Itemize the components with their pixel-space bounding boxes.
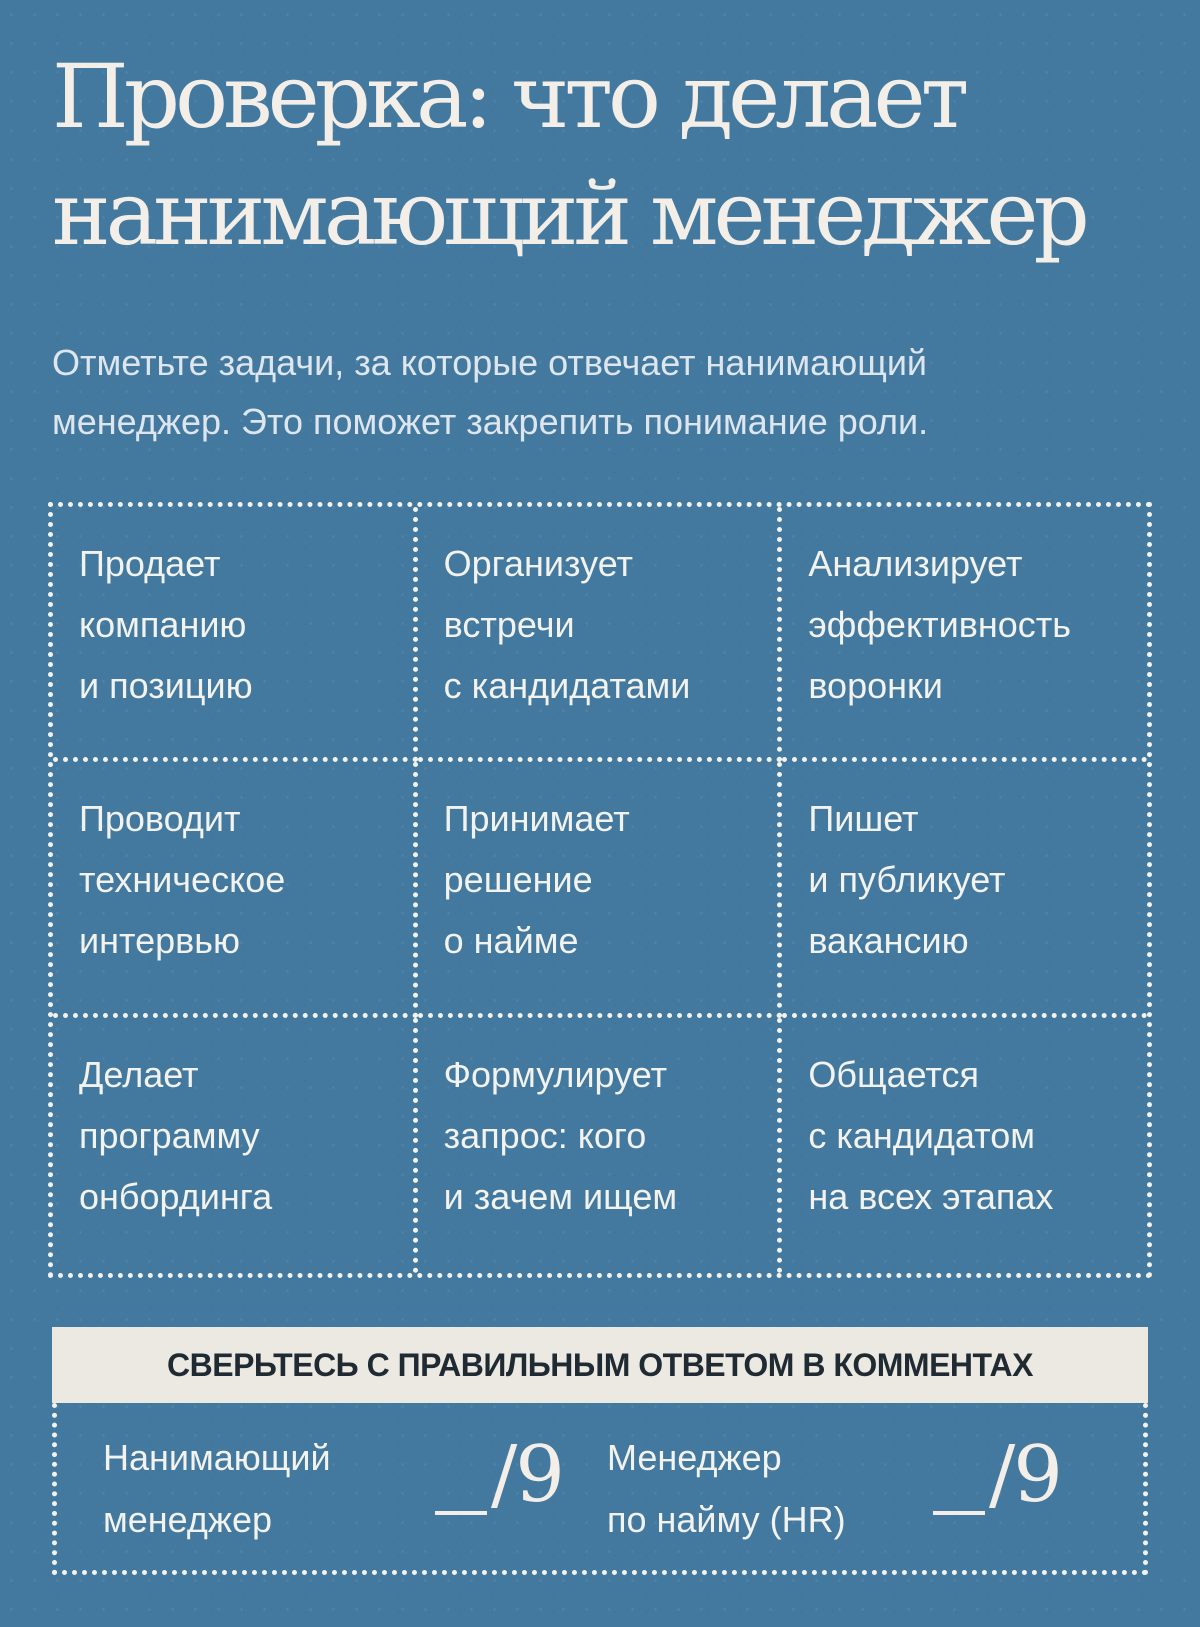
task-line: Пишет (808, 798, 919, 840)
score-blank[interactable] (435, 1511, 487, 1515)
task-line: и зачем ищем (443, 1175, 678, 1217)
score-total: /9 (989, 1430, 1061, 1520)
task-line: вакансию (808, 920, 969, 962)
task-cell[interactable] (782, 507, 1147, 762)
task-line: интервью (79, 920, 240, 962)
score-label-hr (607, 1427, 846, 1551)
intro-line: менеджер. Это поможет закрепить понимание роли. (52, 401, 929, 442)
task-line: Проводит (79, 798, 241, 840)
task-line: программу (79, 1114, 260, 1156)
task-line: эффективность (808, 604, 1071, 645)
score-total: /9 (491, 1430, 563, 1520)
task-cell[interactable] (53, 762, 418, 1017)
task-line: Анализирует (808, 543, 1023, 584)
task-line: и публикует (808, 859, 1006, 901)
task-line: на всех этапах (808, 1175, 1054, 1217)
task-line: онбординга (79, 1175, 273, 1217)
task-line: решение (443, 859, 593, 901)
title-line: Проверка: что делает (52, 45, 965, 148)
score-label-line: менеджер (103, 1499, 273, 1540)
task-cell[interactable] (418, 1018, 783, 1273)
task-cell[interactable] (782, 1018, 1147, 1273)
task-line: Организует (443, 543, 634, 584)
task-cell[interactable] (782, 762, 1147, 1017)
answer-banner: СВЕРЬТЕСЬ С ПРАВИЛЬНЫМ ОТВЕТОМ В КОММЕНТАХ (52, 1327, 1148, 1403)
title-line: нанимающий менеджер (52, 162, 1085, 265)
task-line: Общается (808, 1053, 979, 1095)
score-value-hr (933, 1425, 1061, 1525)
task-line: о найме (443, 920, 579, 962)
score-box (52, 1403, 1148, 1575)
score-blank[interactable] (933, 1511, 985, 1515)
score-label-line: Нанимающий (103, 1437, 331, 1478)
task-cell[interactable] (53, 1018, 418, 1273)
task-cell[interactable] (418, 507, 783, 762)
task-line: компанию (79, 604, 247, 645)
score-label-hiring-manager (103, 1427, 331, 1551)
intro-line: Отметьте задачи, за которые отвечает нанимающий (52, 342, 928, 383)
task-cell[interactable] (418, 762, 783, 1017)
task-line: встречи (443, 604, 575, 645)
score-label-line: по найму (HR) (607, 1499, 846, 1540)
intro-text (52, 333, 1162, 451)
score-value-hiring-manager (435, 1425, 563, 1525)
task-line: и позицию (79, 665, 253, 706)
page-title (52, 38, 1172, 272)
task-line: Продает (79, 543, 221, 584)
task-line: с кандидатом (808, 1114, 1035, 1156)
task-line: Формулирует (443, 1053, 668, 1095)
task-line: техническое (79, 859, 286, 901)
task-grid (48, 502, 1152, 1278)
task-line: с кандидатами (443, 665, 691, 706)
score-label-line: Менеджер (607, 1437, 782, 1478)
task-line: запрос: кого (443, 1114, 647, 1156)
task-line: Принимает (443, 798, 630, 840)
task-line: Делает (79, 1053, 199, 1095)
task-line: воронки (808, 665, 943, 706)
task-cell[interactable] (53, 507, 418, 762)
